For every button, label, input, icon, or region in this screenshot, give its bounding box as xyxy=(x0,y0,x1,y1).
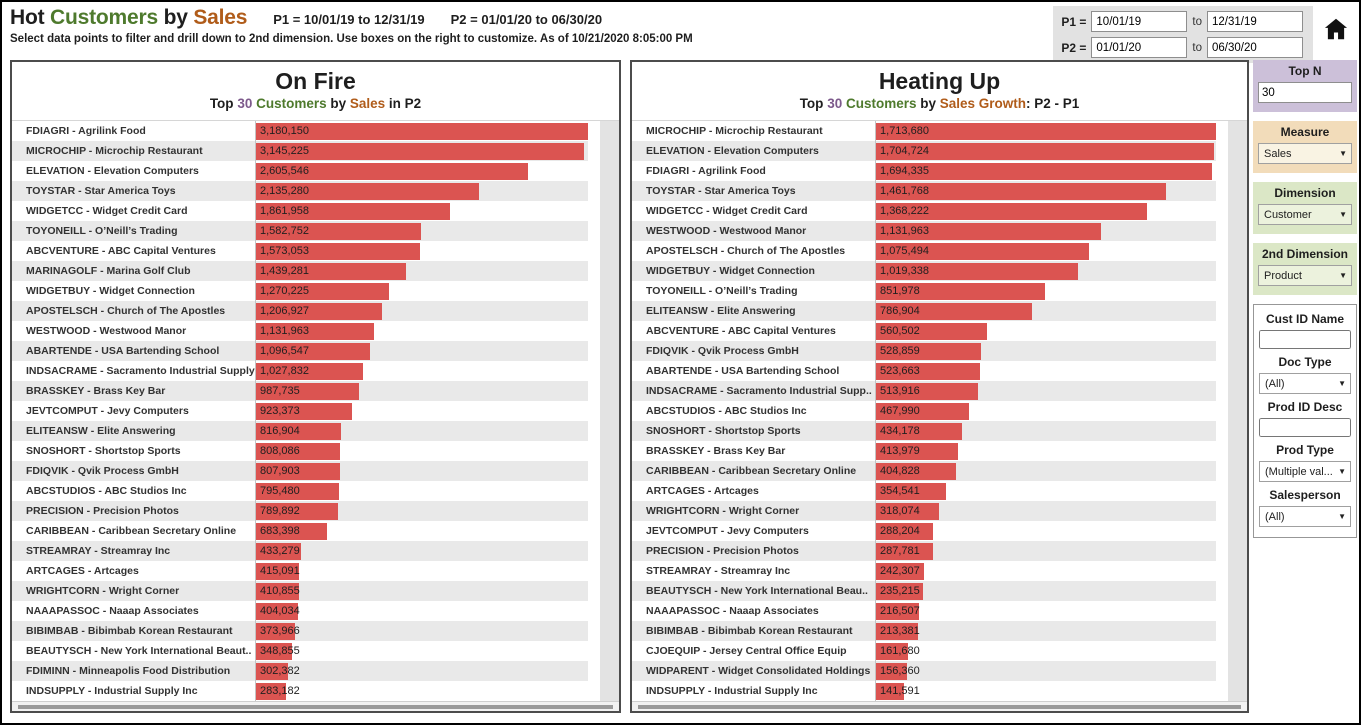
row-label: STREAMRAY - Streamray Inc xyxy=(26,545,171,557)
row-label: ABCVENTURE - ABC Capital Ventures xyxy=(646,325,836,337)
bar-cell xyxy=(875,341,1216,361)
heating-up-bar-list xyxy=(632,121,1216,701)
bar-row[interactable] xyxy=(12,261,588,281)
bar-row[interactable] xyxy=(12,401,588,421)
bar-cell xyxy=(875,661,1216,681)
row-label: JEVTCOMPUT - Jevy Computers xyxy=(26,405,189,417)
row-label: TOYSTAR - Star America Toys xyxy=(26,185,176,197)
salesperson-value: (All) xyxy=(1265,510,1285,523)
bar-value-label: 288,204 xyxy=(880,525,920,537)
row-label: CARIBBEAN - Caribbean Secretary Online xyxy=(646,465,857,477)
bar-cell xyxy=(255,481,588,501)
bar-cell xyxy=(255,661,588,681)
row-label: FDIQVIK - Qvik Process GmbH xyxy=(26,465,179,477)
bar-cell xyxy=(875,221,1216,241)
home-icon xyxy=(1323,16,1349,42)
row-label: ELITEANSW - Elite Answering xyxy=(646,305,796,317)
bar-value-label: 318,074 xyxy=(880,505,920,517)
bar-row[interactable] xyxy=(632,261,1216,281)
bar-cell xyxy=(255,161,588,181)
scrollbar-thumb[interactable] xyxy=(638,705,1241,709)
p1-end-input[interactable] xyxy=(1207,11,1303,32)
bar-cell xyxy=(255,181,588,201)
bar-cell xyxy=(875,301,1216,321)
bar-cell xyxy=(875,421,1216,441)
bar-value-label: 1,573,053 xyxy=(260,245,309,257)
bar-cell xyxy=(255,281,588,301)
bar-value-label: 1,861,958 xyxy=(260,205,309,217)
bar-value-label: 683,398 xyxy=(260,525,300,537)
bar-row[interactable] xyxy=(632,581,1216,601)
row-label: WIDGETBUY - Widget Connection xyxy=(26,285,195,297)
prod-id-desc-input[interactable] xyxy=(1259,418,1351,437)
row-label: SNOSHORT - Shortstop Sports xyxy=(646,425,801,437)
bar-row[interactable] xyxy=(12,461,588,481)
prod-type-value: (Multiple val... xyxy=(1265,465,1333,478)
dimension-label: Dimension xyxy=(1274,186,1336,200)
bar-row[interactable] xyxy=(12,321,588,341)
row-label: APOSTELSCH - Church of The Apostles xyxy=(26,305,226,317)
row-label: MICROCHIP - Microchip Restaurant xyxy=(646,125,823,137)
bar-value-label: 1,713,680 xyxy=(880,125,929,137)
bar-cell xyxy=(255,361,588,381)
bar-value-label: 3,145,225 xyxy=(260,145,309,157)
bar-cell xyxy=(875,581,1216,601)
prod-id-desc-label: Prod ID Desc xyxy=(1267,400,1343,414)
bar-row[interactable] xyxy=(632,421,1216,441)
bar-cell xyxy=(255,441,588,461)
bar-row[interactable] xyxy=(12,201,588,221)
on-fire-title: On Fire xyxy=(275,68,356,94)
bar-row[interactable] xyxy=(12,481,588,501)
bar-cell xyxy=(255,501,588,521)
bar-value-label: 413,979 xyxy=(880,445,920,457)
row-label: ARTCAGES - Artcages xyxy=(646,485,759,497)
p2-end-input[interactable] xyxy=(1207,37,1303,58)
dashboard-subtitle: Select data points to filter and drill down to 2nd dimension. Use boxes on the right to customize. As of 10/21/2020 8:05:00 PM xyxy=(10,33,693,45)
period-controls xyxy=(1053,6,1313,63)
row-label: BEAUTYSCH - New York International Beaut.. xyxy=(26,645,252,657)
bar-row[interactable] xyxy=(12,161,588,181)
dashboard-header xyxy=(2,2,1359,60)
row-label: PRECISION - Precision Photos xyxy=(26,505,179,517)
p2-label: P2 = xyxy=(1061,40,1087,55)
bar-value-label: 283,182 xyxy=(260,685,300,697)
bar-row[interactable] xyxy=(12,381,588,401)
bar-row[interactable] xyxy=(632,541,1216,561)
bar-row[interactable] xyxy=(12,441,588,461)
bar-row[interactable] xyxy=(632,221,1216,241)
vertical-scrollbar[interactable] xyxy=(1228,121,1247,701)
bar-value-label: 1,131,963 xyxy=(880,225,929,237)
row-label: INDSUPPLY - Industrial Supply Inc xyxy=(26,685,198,697)
bar-cell xyxy=(255,341,588,361)
row-label: ELITEANSW - Elite Answering xyxy=(26,425,176,437)
dimension-select[interactable] xyxy=(1258,204,1352,225)
bar-cell xyxy=(255,461,588,481)
bar-cell xyxy=(255,141,588,161)
p1-to-label: to xyxy=(1192,15,1202,28)
bar-value-label: 434,178 xyxy=(880,425,920,437)
row-label: CARIBBEAN - Caribbean Secretary Online xyxy=(26,525,237,537)
row-label: WRIGHTCORN - Wright Corner xyxy=(26,585,180,597)
bar-row[interactable] xyxy=(632,641,1216,661)
row-label: FDIAGRI - Agrilink Food xyxy=(26,125,146,137)
bar-row[interactable] xyxy=(632,181,1216,201)
bar-value-label: 786,904 xyxy=(880,305,920,317)
bar-value-label: 404,034 xyxy=(260,605,300,617)
row-label: INDSUPPLY - Industrial Supply Inc xyxy=(646,685,818,697)
row-label: ARTCAGES - Artcages xyxy=(26,565,139,577)
bar-cell xyxy=(255,421,588,441)
bar-value-label: 415,091 xyxy=(260,565,300,577)
prod-type-label: Prod Type xyxy=(1276,443,1334,457)
bar-value-label: 513,916 xyxy=(880,385,920,397)
bar-cell xyxy=(875,281,1216,301)
horizontal-scrollbar[interactable] xyxy=(12,701,619,711)
bar-value-label: 410,855 xyxy=(260,585,300,597)
bar-row[interactable] xyxy=(632,241,1216,261)
bar-row[interactable] xyxy=(12,241,588,261)
measure-value: Sales xyxy=(1264,147,1292,160)
bar-value-label: 354,541 xyxy=(880,485,920,497)
bar-row[interactable] xyxy=(12,681,588,701)
bar-value-label: 348,855 xyxy=(260,645,300,657)
bar-row[interactable] xyxy=(632,121,1216,141)
bar-row[interactable] xyxy=(12,541,588,561)
bar-value-label: 808,086 xyxy=(260,445,300,457)
bar-value-label: 987,735 xyxy=(260,385,300,397)
bar-row[interactable] xyxy=(632,601,1216,621)
row-label: ELEVATION - Elevation Computers xyxy=(646,145,819,157)
second-dimension-value: Product xyxy=(1264,269,1302,282)
bar-row[interactable] xyxy=(12,521,588,541)
bar-value-label: 1,206,927 xyxy=(260,305,309,317)
bar-row[interactable] xyxy=(632,441,1216,461)
period-summary xyxy=(273,12,628,27)
bar-cell xyxy=(875,121,1216,141)
bar-row[interactable] xyxy=(12,661,588,681)
bar-row[interactable] xyxy=(632,281,1216,301)
p1-start-input[interactable] xyxy=(1091,11,1187,32)
bar-cell xyxy=(255,581,588,601)
row-label: ABARTENDE - USA Bartending School xyxy=(646,365,840,377)
row-label: WIDPARENT - Widget Consolidated Holdings xyxy=(646,665,871,677)
bar-value-label: 373,966 xyxy=(260,625,300,637)
row-label: NAAAPASSOC - Naaap Associates xyxy=(26,605,199,617)
bar-row[interactable] xyxy=(12,141,588,161)
bar-value-label: 287,781 xyxy=(880,545,920,557)
bar-row[interactable] xyxy=(632,561,1216,581)
bar-cell xyxy=(255,401,588,421)
row-label: APOSTELSCH - Church of The Apostles xyxy=(646,245,846,257)
bar-value-label: 1,368,222 xyxy=(880,205,929,217)
row-label: FDIMINN - Minneapolis Food Distribution xyxy=(26,665,231,677)
chevron-down-icon: ▼ xyxy=(1339,210,1347,219)
bar-cell xyxy=(875,201,1216,221)
bar-row[interactable] xyxy=(632,341,1216,361)
bar-cell xyxy=(875,361,1216,381)
row-label: SNOSHORT - Shortstop Sports xyxy=(26,445,181,457)
bar-row[interactable] xyxy=(12,561,588,581)
bar-value-label: 2,605,546 xyxy=(260,165,309,177)
bar-value-label: 141,591 xyxy=(880,685,920,697)
dimension-value: Customer xyxy=(1264,208,1312,221)
row-label: WIDGETCC - Widget Credit Card xyxy=(646,205,808,217)
bar-value-label: 1,270,225 xyxy=(260,285,309,297)
home-button[interactable] xyxy=(1321,14,1351,44)
chevron-down-icon: ▼ xyxy=(1339,149,1347,158)
chevron-down-icon: ▼ xyxy=(1338,379,1346,388)
bar-row[interactable] xyxy=(632,301,1216,321)
bar-value-label: 404,828 xyxy=(880,465,920,477)
row-label: BRASSKEY - Brass Key Bar xyxy=(26,385,166,397)
bar-cell xyxy=(875,141,1216,161)
chevron-down-icon: ▼ xyxy=(1338,512,1346,521)
bar-value-label: 242,307 xyxy=(880,565,920,577)
bar-cell xyxy=(255,641,588,661)
bar-cell xyxy=(875,261,1216,281)
row-label: ABCSTUDIOS - ABC Studios Inc xyxy=(646,405,807,417)
row-label: WIDGETCC - Widget Credit Card xyxy=(26,205,188,217)
bar-value-label: 213,381 xyxy=(880,625,920,637)
row-label: ELEVATION - Elevation Computers xyxy=(26,165,199,177)
bar-cell xyxy=(255,241,588,261)
on-fire-panel xyxy=(10,60,621,713)
measure-label: Measure xyxy=(1280,125,1330,139)
row-label: NAAAPASSOC - Naaap Associates xyxy=(646,605,819,617)
bar-cell xyxy=(875,621,1216,641)
p2-start-input[interactable] xyxy=(1091,37,1187,58)
page-title: Hot Customers by Sales xyxy=(10,6,248,29)
doc-type-value: (All) xyxy=(1265,377,1285,390)
salesperson-label: Salesperson xyxy=(1269,488,1341,502)
bar-cell xyxy=(875,381,1216,401)
bar-value-label: 1,096,547 xyxy=(260,345,309,357)
bar-value-label: 1,439,281 xyxy=(260,265,309,277)
bar-value-label: 528,859 xyxy=(880,345,920,357)
bar-value-label: 1,019,338 xyxy=(880,265,929,277)
vertical-scrollbar[interactable] xyxy=(600,121,619,701)
bar-row[interactable] xyxy=(12,601,588,621)
cust-id-name-label: Cust ID Name xyxy=(1265,312,1345,326)
measure-select[interactable] xyxy=(1258,143,1352,164)
bar-cell xyxy=(255,681,588,701)
bar-value-label: 851,978 xyxy=(880,285,920,297)
doc-type-select[interactable] xyxy=(1259,373,1351,394)
bar-row[interactable] xyxy=(632,681,1216,701)
bar-value-label: 467,990 xyxy=(880,405,920,417)
row-label: ABCVENTURE - ABC Capital Ventures xyxy=(26,245,216,257)
bar-value-label: 3,180,150 xyxy=(260,125,309,137)
row-label: WESTWOOD - Westwood Manor xyxy=(646,225,807,237)
heating-up-panel xyxy=(630,60,1249,713)
row-label: WESTWOOD - Westwood Manor xyxy=(26,325,187,337)
bar-value-label: 560,502 xyxy=(880,325,920,337)
bar-row[interactable] xyxy=(632,321,1216,341)
bar-cell xyxy=(875,441,1216,461)
on-fire-bar-list xyxy=(12,121,588,701)
bar-cell xyxy=(875,681,1216,701)
bar-row[interactable] xyxy=(12,621,588,641)
bar-row[interactable] xyxy=(12,301,588,321)
bar-value-label: 2,135,280 xyxy=(260,185,309,197)
bar-cell xyxy=(255,201,588,221)
bar-row[interactable] xyxy=(632,481,1216,501)
bar-cell xyxy=(255,261,588,281)
p1-summary: P1 = 10/01/19 to 12/31/19 xyxy=(273,12,425,27)
top-n-label: Top N xyxy=(1288,64,1322,78)
heating-up-subtitle: Top 30 Customers by Sales Growth: P2 - P1 xyxy=(799,96,1080,111)
p2-to-label: to xyxy=(1192,41,1202,54)
p1-label: P1 = xyxy=(1061,14,1087,29)
bar-value-label: 216,507 xyxy=(880,605,920,617)
bar-cell xyxy=(875,401,1216,421)
bar-cell xyxy=(255,381,588,401)
row-label: BIBIMBAB - Bibimbab Korean Restaurant xyxy=(26,625,233,637)
scrollbar-thumb[interactable] xyxy=(18,705,613,709)
bar-row[interactable] xyxy=(12,361,588,381)
row-label: FDIAGRI - Agrilink Food xyxy=(646,165,766,177)
row-label: CJOEQUIP - Jersey Central Office Equip xyxy=(646,645,847,657)
bar-cell xyxy=(875,561,1216,581)
bar-row[interactable] xyxy=(12,181,588,201)
customize-sidebar xyxy=(1253,60,1357,538)
bar-value-label: 302,382 xyxy=(260,665,300,677)
bar-cell xyxy=(875,161,1216,181)
bar-row[interactable] xyxy=(12,421,588,441)
horizontal-scrollbar[interactable] xyxy=(632,701,1247,711)
bar-value-label: 807,903 xyxy=(260,465,300,477)
bar-row[interactable] xyxy=(632,461,1216,481)
bar-cell xyxy=(875,601,1216,621)
bar-cell xyxy=(255,121,588,141)
second-dimension-label: 2nd Dimension xyxy=(1261,247,1348,261)
bar-cell xyxy=(255,301,588,321)
row-label: TOYONEILL - O’Neill’s Trading xyxy=(26,225,178,237)
bar-cell xyxy=(255,601,588,621)
bar-row[interactable] xyxy=(12,341,588,361)
row-label: BIBIMBAB - Bibimbab Korean Restaurant xyxy=(646,625,853,637)
bar-row[interactable] xyxy=(12,501,588,521)
chevron-down-icon: ▼ xyxy=(1338,467,1346,476)
chevron-down-icon: ▼ xyxy=(1339,271,1347,280)
bar-row[interactable] xyxy=(632,621,1216,641)
bar-value-label: 795,480 xyxy=(260,485,300,497)
salesperson-select[interactable] xyxy=(1259,506,1351,527)
bar-value-label: 523,663 xyxy=(880,365,920,377)
row-label: JEVTCOMPUT - Jevy Computers xyxy=(646,525,809,537)
bar-value-label: 1,694,335 xyxy=(880,165,929,177)
heating-up-title: Heating Up xyxy=(878,68,1001,94)
bar-row[interactable] xyxy=(632,501,1216,521)
bar-row[interactable] xyxy=(12,281,588,301)
row-label: BRASSKEY - Brass Key Bar xyxy=(646,445,786,457)
bar-value-label: 161,680 xyxy=(880,645,920,657)
row-label: PRECISION - Precision Photos xyxy=(646,545,799,557)
top-n-input[interactable] xyxy=(1258,82,1352,103)
bar-value-label: 1,027,832 xyxy=(260,365,309,377)
bar-cell xyxy=(255,221,588,241)
bar-value-label: 1,131,963 xyxy=(260,325,309,337)
row-label: INDSACRAME - Sacramento Industrial Supply xyxy=(26,365,255,377)
second-dimension-select[interactable] xyxy=(1258,265,1352,286)
bar-value-label: 1,461,768 xyxy=(880,185,929,197)
bar-value-label: 1,704,724 xyxy=(880,145,929,157)
bar-value-label: 433,279 xyxy=(260,545,300,557)
bar-row[interactable] xyxy=(632,141,1216,161)
filters-box xyxy=(1253,304,1357,538)
bar-cell xyxy=(875,521,1216,541)
bar-cell xyxy=(875,321,1216,341)
bar-row[interactable] xyxy=(12,121,588,141)
bar-value-label: 789,892 xyxy=(260,505,300,517)
row-label: TOYSTAR - Star America Toys xyxy=(646,185,796,197)
row-label: ABCSTUDIOS - ABC Studios Inc xyxy=(26,485,187,497)
cust-id-name-input[interactable] xyxy=(1259,330,1351,349)
bar-cell xyxy=(255,621,588,641)
bar-row[interactable] xyxy=(632,401,1216,421)
bar-row[interactable] xyxy=(12,581,588,601)
bar-row[interactable] xyxy=(12,641,588,661)
bar-row[interactable] xyxy=(632,201,1216,221)
row-label: MICROCHIP - Microchip Restaurant xyxy=(26,145,203,157)
bar-cell xyxy=(875,181,1216,201)
bar-row[interactable] xyxy=(632,361,1216,381)
bar-cell xyxy=(255,541,588,561)
bar-row[interactable] xyxy=(632,381,1216,401)
row-label: FDIQVIK - Qvik Process GmbH xyxy=(646,345,799,357)
bar-value-label: 923,373 xyxy=(260,405,300,417)
doc-type-label: Doc Type xyxy=(1278,355,1332,369)
bar-cell xyxy=(255,561,588,581)
bar-row[interactable] xyxy=(632,661,1216,681)
bar-cell xyxy=(875,481,1216,501)
bar-cell xyxy=(875,541,1216,561)
on-fire-subtitle: Top 30 Customers by Sales in P2 xyxy=(209,96,422,111)
bar-row[interactable] xyxy=(632,161,1216,181)
bar-value-label: 816,904 xyxy=(260,425,300,437)
row-label: MARINAGOLF - Marina Golf Club xyxy=(26,265,191,277)
bar-row[interactable] xyxy=(632,521,1216,541)
p2-summary: P2 = 01/01/20 to 06/30/20 xyxy=(450,12,603,27)
bar-cell xyxy=(875,641,1216,661)
bar-cell xyxy=(875,461,1216,481)
row-label: ABARTENDE - USA Bartending School xyxy=(26,345,220,357)
bar-cell xyxy=(255,321,588,341)
prod-type-select[interactable] xyxy=(1259,461,1351,482)
row-label: BEAUTYSCH - New York International Beau.. xyxy=(646,585,868,597)
bar-cell xyxy=(875,241,1216,261)
bar-value-label: 235,215 xyxy=(880,585,920,597)
bar-value-label: 1,075,494 xyxy=(880,245,929,257)
row-label: TOYONEILL - O’Neill’s Trading xyxy=(646,285,798,297)
row-label: WIDGETBUY - Widget Connection xyxy=(646,265,815,277)
row-label: WRIGHTCORN - Wright Corner xyxy=(646,505,800,517)
row-label: INDSACRAME - Sacramento Industrial Supp.. xyxy=(646,385,872,397)
bar-row[interactable] xyxy=(12,221,588,241)
bar-value-label: 156,360 xyxy=(880,665,920,677)
bar-cell xyxy=(255,521,588,541)
bar-cell xyxy=(875,501,1216,521)
row-label: STREAMRAY - Streamray Inc xyxy=(646,565,791,577)
bar-value-label: 1,582,752 xyxy=(260,225,309,237)
